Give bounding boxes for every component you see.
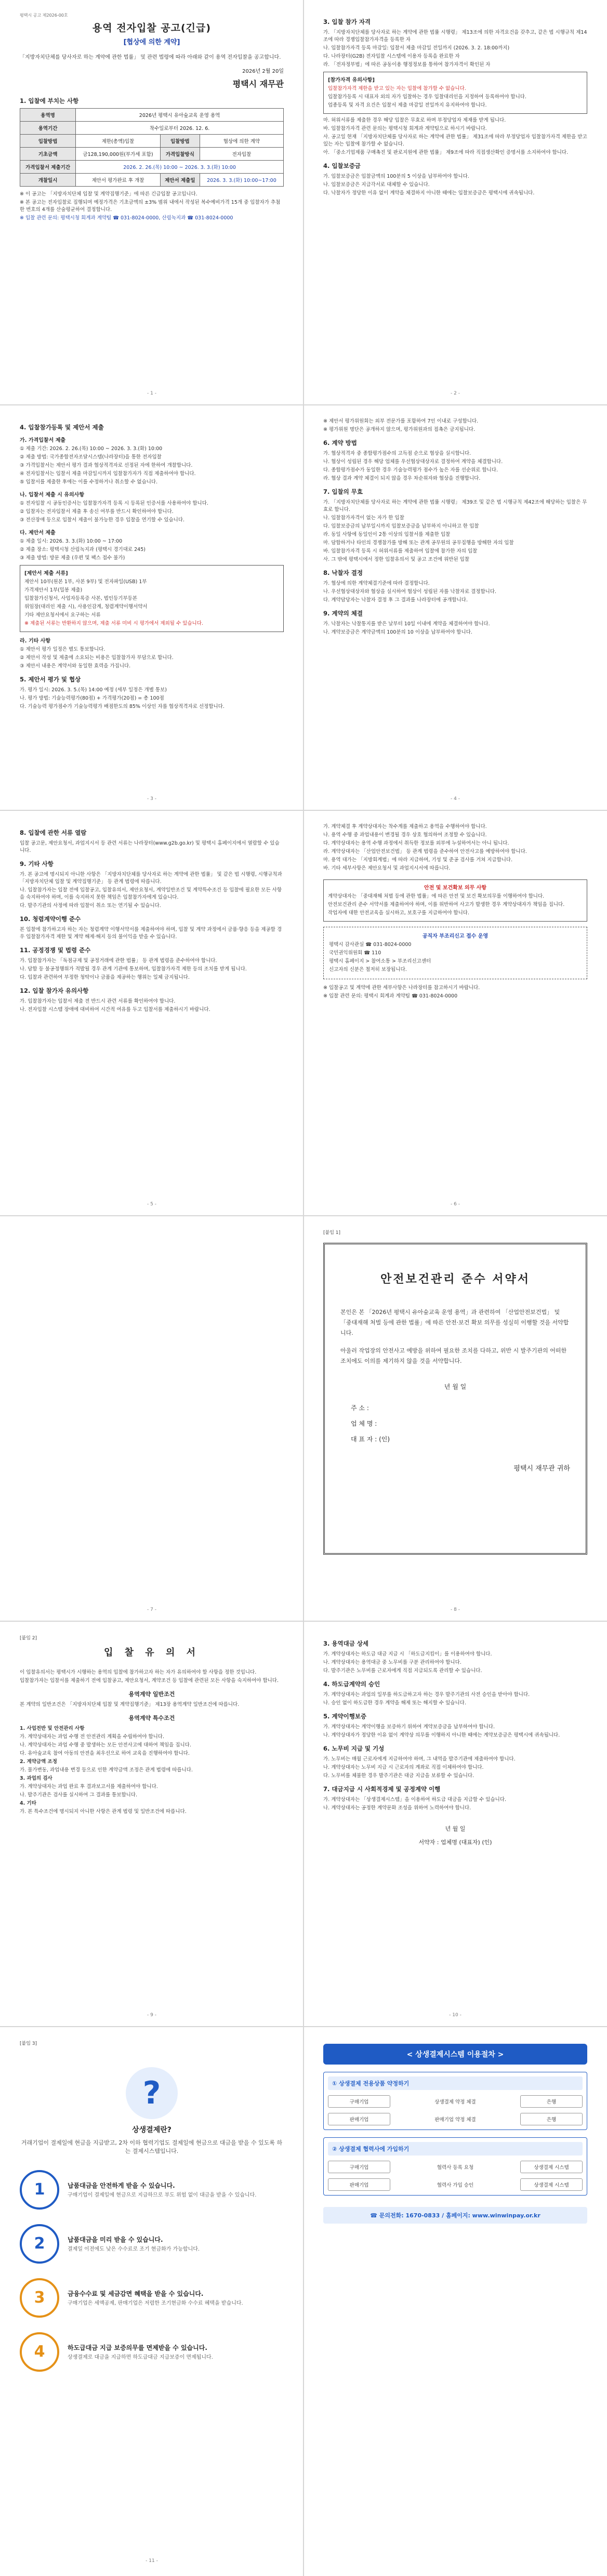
body-line: 나. 계약보증금은 계약금액의 100분의 10 이상을 납부하여야 합니다. bbox=[323, 629, 472, 635]
table-cell: 용역기간 bbox=[20, 122, 76, 135]
body-line: 가. 본 공고에 명시되지 아니한 사항은 「지방자치단체를 당사자로 하는 계약에 관한 법률」 및 같은 법 시행령, 시행규칙과 「지방자치단체 입찰 및 계약집행기준」 등 관계 법령에 따릅니다. bbox=[20, 872, 282, 885]
contract-title: 입 찰 유 의 서 bbox=[103, 1647, 200, 1658]
table-row bbox=[20, 174, 284, 187]
page-divider bbox=[303, 1216, 304, 1622]
table-cell: 개찰일시 bbox=[20, 174, 76, 187]
body-line: 가. 계약상대자는 하도급 대금 지급 시 「하도급지킴이」를 이용하여야 합니다. bbox=[323, 1651, 492, 1657]
sign-line: 업 체 명 : bbox=[351, 1420, 377, 1427]
body-line: 나. 계약상대자는 용역대금 중 노무비를 구분 관리하여야 합니다. bbox=[323, 1660, 461, 1665]
sub-heading: 용역계약 일반조건 bbox=[128, 1691, 175, 1698]
table-cell: 2026. 2. 26.(목) 10:00 ~ 2026. 3. 3.(화) 10:00 bbox=[76, 161, 284, 174]
table-row bbox=[20, 135, 284, 148]
sub-heading: 라. 기타 사항 bbox=[20, 638, 51, 644]
body-line: 가. 계약상대자는 「상생결제시스템」을 이용하여 하도급 대금을 지급할 수 있습니다. bbox=[323, 1797, 507, 1803]
table-cell: 2026. 3. 3.(화) 10:00~17:00 bbox=[200, 174, 283, 187]
sign-line: 대 표 자 : (인) bbox=[351, 1436, 390, 1443]
sub-heading: 가. 가격입찰서 제출 bbox=[20, 438, 66, 443]
document-page-11 bbox=[6, 2032, 297, 2568]
table-cell: 입찰방법 bbox=[160, 135, 200, 148]
table-cell: 용역명 bbox=[20, 109, 76, 122]
page-number: - 10 - bbox=[449, 2013, 461, 2018]
benefit-number-icon: 2 bbox=[20, 2224, 59, 2264]
step-cell: 구매기업 bbox=[328, 2161, 390, 2173]
section-heading: 12. 입찰 참가자 유의사항 bbox=[20, 987, 89, 994]
page-number: - 6 - bbox=[451, 1202, 460, 1207]
bid-info-table bbox=[20, 108, 284, 187]
section-heading: 3. 용역대금 상세 bbox=[323, 1640, 369, 1647]
section-heading: 8. 입찰에 관한 서류 열람 bbox=[20, 829, 87, 836]
step-cell: 구매기업 bbox=[328, 2095, 390, 2108]
body-line: 나. 담합 등 불공정행위가 적발될 경우 관계 기관에 통보하며, 입찰참가자격 제한 등의 조치를 받게 됩니다. bbox=[20, 966, 247, 972]
body-line: 다. 발주기관은 노무비를 근로자에게 직접 지급되도록 관리할 수 있습니다. bbox=[323, 1668, 482, 1674]
body-line: ① 제출 기간: 2026. 2. 26.(목) 10:00 ~ 2026. 3. 3.(화) 10:00 bbox=[20, 446, 163, 452]
box-line: 위임장(대리인 제출 시), 사용인감계, 청렴계약이행서약서 bbox=[24, 604, 148, 610]
note-line: ※ 입찰 관련 문의: 평택시청 회계과 계약팀 ☎ 031-8024-0000, 산림녹지과 ☎ 031-8024-0000 bbox=[20, 215, 233, 221]
table-row bbox=[20, 122, 284, 135]
body-line: 다. 계약상대자는 용역 수행 과정에서 취득한 정보를 외부에 누설하여서는 아니 됩니다. bbox=[323, 840, 509, 846]
table-cell: 금128,190,000원(부가세 포함) bbox=[76, 148, 161, 161]
body-line: 나. 계약상대자는 과업 수행 중 발생하는 모든 안전사고에 대하여 책임을 집니다. bbox=[20, 1742, 191, 1748]
section-heading: 7. 입찰의 무효 bbox=[323, 488, 363, 495]
body-line: 사. 그 밖에 평택시에서 정한 입찰유의서 및 공고 조건에 위반된 입찰 bbox=[323, 557, 469, 562]
body-line: 사. 공고일 현재 「지방자치단체를 당사자로 하는 계약에 관한 법률」 제31조에 따라 부정당업자 입찰참가자격 제한을 받고 있는 자는 입찰에 참가할 수 없습니다. bbox=[323, 134, 587, 147]
body-line: ※ 제안서 평가위원회는 외부 전문가를 포함하여 7인 이내로 구성합니다. bbox=[323, 418, 479, 424]
table-cell: 제안서 제출일 bbox=[160, 174, 200, 187]
page-number: - 9 - bbox=[147, 2013, 156, 2018]
box-line: 신고자의 신분은 철저히 보장됩니다. bbox=[329, 967, 407, 972]
step-row bbox=[328, 2178, 583, 2191]
section-heading: 10. 청렴계약이행 준수 bbox=[20, 915, 81, 923]
table-cell: 협상에 의한 계약 bbox=[200, 135, 283, 148]
body-line: 다. 기술능력 평가점수가 기술능력평가 배점한도의 85% 이상인 자를 협상적격자로 선정합니다. bbox=[20, 704, 225, 709]
document-page-12 bbox=[310, 2032, 601, 2568]
table-cell: 기초금액 bbox=[20, 148, 76, 161]
body-line: 마. 용역 대가는 「지방회계법」에 따라 지급하며, 기성 및 준공 검사를 거쳐 지급합니다. bbox=[323, 857, 513, 863]
page-divider bbox=[303, 811, 304, 1216]
step-cell: 상생결제 약정 체결 bbox=[434, 2099, 476, 2105]
body-line: ② 입찰자는 전자입찰서 제출 후 송신 여부를 반드시 확인하여야 합니다. bbox=[20, 509, 174, 515]
section-heading: 11. 공정경쟁 및 법령 준수 bbox=[20, 947, 91, 954]
benefit-title: 금융수수료 및 세금감면 혜택을 받을 수 있습니다. bbox=[68, 2290, 204, 2297]
body-line: 라. 동일 사항에 동일인이 2통 이상의 입찰서를 제출한 입찰 bbox=[323, 532, 451, 537]
body-line: 입찰참가자는 입찰서를 제출하기 전에 입찰공고, 제안요청서, 계약조건 등 입찰에 관련된 모든 사항을 숙지하여야 합니다. bbox=[20, 1678, 279, 1684]
sub-heading: 다. 제안서 제출 bbox=[20, 530, 56, 536]
page-number: - 8 - bbox=[451, 1607, 460, 1612]
body-line: 본 입찰에 참가하고자 하는 자는 청렴계약 이행서약서를 제출하여야 하며, 입찰 및 계약 과정에서 금품·향응 등을 제공할 경우 입찰참가자격 제한 및 계약 해제·해지 등의 불이익을 받을 수 있습니다. bbox=[20, 927, 282, 940]
table-cell: 착수일로부터 2026. 12. 6. bbox=[76, 122, 284, 135]
body-line: 다. 노무비를 체불한 경우 발주기관은 대금 지급을 보류할 수 있습니다. bbox=[323, 1773, 474, 1779]
box-line: 평택시 감사관실 ☎ 031-8024-0000 bbox=[329, 942, 412, 948]
body-line: 4. 기타 bbox=[20, 1800, 36, 1806]
step-cell: 상생결제 시스템 bbox=[520, 2161, 583, 2173]
benefit-title: 하도급대금 지급 보증의무를 면제받을 수 있습니다. bbox=[68, 2344, 207, 2351]
document-page-7 bbox=[6, 1221, 297, 1616]
page-row-5 bbox=[0, 1622, 607, 2027]
body-line: ① 제안서 평가 일정은 별도 통보합니다. bbox=[20, 647, 105, 652]
step-cell: 판매기업 bbox=[328, 2178, 390, 2191]
table-cell: 전자입찰 bbox=[200, 148, 283, 161]
body-line: 가. 협상적격자 중 종합평가점수의 고득점 순으로 협상을 실시합니다. bbox=[323, 451, 471, 456]
step-cell: 협력사 가입 승인 bbox=[437, 2183, 474, 2188]
body-line: 나. 협상이 성립된 경우 해당 업체를 우선협상대상자로 결정하여 계약을 체결합니다. bbox=[323, 459, 503, 465]
body-line: 1. 사업전반 및 안전관리 사항 bbox=[20, 1726, 85, 1731]
step-title: ① 상생결제 전용상품 약정하기 bbox=[328, 2076, 583, 2090]
section-heading: 5. 계약이행보증 bbox=[323, 1713, 367, 1720]
body-line: 마. 허위서류를 제출한 경우 해당 입찰은 무효로 하며 부정당업자 제재를 받게 됩니다. bbox=[323, 117, 506, 123]
step-row bbox=[328, 2095, 583, 2108]
body-line: 본 계약의 일반조건은 「지방자치단체 입찰 및 계약집행기준」 제13장 용역계약 일반조건에 따릅니다. bbox=[20, 1702, 240, 1707]
table-cell: 제한(총액)입찰 bbox=[76, 135, 161, 148]
table-row bbox=[20, 109, 284, 122]
body-line: 라. 「전자정부법」에 따른 공동이용 행정정보를 통하여 참가자격이 확인된 자 bbox=[323, 62, 491, 68]
body-line: 라. 협상 결과 계약 체결이 되지 않을 경우 차순위자와 협상을 진행합니다. bbox=[323, 476, 481, 481]
sign-line: 주 소 : bbox=[351, 1404, 369, 1412]
page-row-2 bbox=[0, 405, 607, 811]
section-heading: 6. 노무비 지급 및 기성 bbox=[323, 1745, 385, 1752]
sign-name: 서약자 : 업체명 (대표자) (인) bbox=[418, 1839, 492, 1846]
signature-block bbox=[351, 1400, 570, 1447]
section-heading: 1. 입찰에 부치는 사항 bbox=[20, 97, 79, 104]
body-line: 나. 승인 없이 하도급한 경우 계약을 해제 또는 해지할 수 있습니다. bbox=[323, 1700, 466, 1706]
document-page-2 bbox=[310, 5, 601, 400]
document-page-1 bbox=[6, 5, 297, 400]
body-line: 나. 용역 수행 중 과업내용이 변경될 경우 상호 협의하여 조정할 수 있습니다. bbox=[323, 832, 487, 838]
benefit-number-icon: 4 bbox=[20, 2332, 59, 2372]
page-number: - 7 - bbox=[147, 1607, 156, 1612]
section-heading: 4. 입찰참가등록 및 제안서 제출 bbox=[20, 424, 104, 431]
table-cell: 가격입찰서 제출기간 bbox=[20, 161, 76, 174]
document-page-8 bbox=[310, 1221, 601, 1616]
body-line: 가. 낙찰자는 낙찰통지를 받은 날부터 10일 이내에 계약을 체결하여야 합니다. bbox=[323, 621, 490, 627]
document-page-6 bbox=[310, 816, 601, 1211]
box-line: 작업자에 대한 안전교육을 실시하고, 보호구를 지급하여야 합니다. bbox=[328, 910, 469, 916]
body-line: 다. 낙찰자가 정당한 이유 없이 계약을 체결하지 아니한 때에는 입찰보증금은 평택시에 귀속됩니다. bbox=[323, 190, 535, 196]
step-cell: 은행 bbox=[520, 2095, 583, 2108]
box-line: 국민권익위원회 ☎ 110 bbox=[329, 950, 381, 956]
body-line: 라. 계약상대자는 「산업안전보건법」 등 관계 법령을 준수하여 안전사고를 예방하여야 합니다. bbox=[323, 849, 527, 855]
step-cell: 판매기업 약정 체결 bbox=[434, 2117, 476, 2123]
pledge-recipient: 평택시 재무관 귀하 bbox=[513, 1465, 570, 1473]
box-line: 입찰참가등록 시 대표자 외의 자가 입찰하는 경우 입찰대리인을 지정하여 등록하여야 합니다. bbox=[328, 94, 526, 100]
body-line: 다. 입찰과 관련하여 부정한 청탁이나 금품을 제공하는 행위는 일체 금지됩니다. bbox=[20, 975, 190, 980]
body-line: 나. 발주기관은 검사를 실시하여 그 결과를 통보합니다. bbox=[20, 1792, 138, 1798]
document-page-5 bbox=[6, 816, 297, 1211]
body-line: 나. 입찰참가자격 등록 마감일: 입찰서 제출 마감일 전일까지 (2026. 3. 2. 18:00까지) bbox=[323, 45, 510, 51]
section-heading: 4. 입찰보증금 bbox=[323, 162, 361, 169]
body-line: 나. 계약상대자는 공정한 계약문화 조성을 위하여 노력하여야 합니다. bbox=[323, 1805, 471, 1811]
body-line: 아. 「중소기업제품 구매촉진 및 판로지원에 관한 법률」 제9조에 따라 직접생산확인 증명서를 소지하여야 합니다. bbox=[323, 150, 569, 155]
benefit-title: 납품대금을 미리 받을 수 있습니다. bbox=[68, 2236, 163, 2243]
body-line: 가. 물가변동, 과업내용 변경 등으로 인한 계약금액 조정은 관계 법령에 따릅니다. bbox=[20, 1767, 193, 1773]
body-line: 바. 입찰참가자격 등록 시 허위서류를 제출하여 입찰에 참가한 자의 입찰 bbox=[323, 548, 478, 554]
section-heading: 4. 하도급계약의 승인 bbox=[323, 1680, 380, 1688]
benefit-title: 납품대금을 안전하게 받을 수 있습니다. bbox=[68, 2181, 175, 2189]
body-line: 가. 협상에 의한 계약체결기준에 따라 결정합니다. bbox=[323, 581, 430, 586]
note-line: ※ 본 공고는 전자입찰로 집행되며 예정가격은 기초금액의 ±3% 범위 내에서 작성된 복수예비가격 15개 중 입찰자가 추첨한 번호의 4개를 산술평균하여 결정합니다. bbox=[20, 200, 281, 213]
table-cell: 제안서 평가완료 후 개찰 bbox=[76, 174, 161, 187]
page-divider bbox=[303, 2027, 304, 2576]
pledge-date: 년 월 일 bbox=[444, 1383, 467, 1390]
attachment-label: [붙임 3] bbox=[20, 2041, 37, 2046]
sub-heading: 나. 입찰서 제출 시 유의사항 bbox=[20, 492, 84, 498]
table-row bbox=[20, 161, 284, 174]
contact-footer: ☎ 문의전화: 1670-0833 / 홈페이지: www.winwinpay.or.kr bbox=[323, 2207, 587, 2224]
page-divider bbox=[303, 405, 304, 811]
box-line: 평택시 홈페이지 > 참여소통 > 부조리신고센터 bbox=[329, 958, 431, 964]
table-row bbox=[20, 148, 284, 161]
body-line: 가. 계약상대자는 과업 완료 후 결과보고서를 제출하여야 합니다. bbox=[20, 1784, 158, 1790]
body-line: ② 제출 방법: 국가종합전자조달시스템(나라장터)을 통한 전자입찰 bbox=[20, 454, 162, 460]
box-line: 업종등록 및 자격 요건은 입찰서 제출 마감일 전일까지 유지하여야 합니다. bbox=[328, 102, 487, 108]
report-box bbox=[323, 927, 587, 979]
pledge-text: 본인은 본 「2026년 평택시 유아숲교육 운영 용역」과 관련하여 「산업안전보건법」 및 「중대재해 처벌 등에 관한 법률」에 따른 안전·보건 확보 의무를 성실히 이행할 것을 서약합니다. bbox=[340, 1309, 569, 1336]
attachment-label: [붙임 2] bbox=[20, 1636, 37, 1641]
body-line: ① 전자입찰 시 공동인증서는 입찰참가자격 등록 시 등록된 인증서를 사용하여야 합니다. bbox=[20, 501, 208, 506]
box-title: [제안서 제출 서류] bbox=[24, 571, 68, 576]
benefit-item bbox=[20, 2332, 284, 2372]
submission-box bbox=[20, 565, 284, 632]
body-line: 다. 계약담당자는 낙찰자 결정 후 그 결과를 나라장터에 공개합니다. bbox=[323, 597, 468, 603]
page-subtitle: [협상에 의한 계약] bbox=[123, 38, 180, 46]
body-line: 다. 발주기관의 사정에 따라 입찰이 취소 또는 연기될 수 있습니다. bbox=[20, 903, 161, 909]
notice-number: 평택시 공고 제2026-00호 bbox=[20, 13, 68, 18]
table-cell: 2026년 평택시 유아숲교육 운영 용역 bbox=[76, 109, 284, 122]
winwin-intro bbox=[20, 2067, 284, 2156]
body-line: 2. 계약금액 조정 bbox=[20, 1759, 57, 1765]
benefit-text: 구매기업은 세액공제, 판매기업은 저렴한 조기현금화 수수료 혜택을 받습니다. bbox=[68, 2300, 243, 2306]
intro-text: 거래기업이 결제일에 현금을 지급받고, 2차 이하 협력기업도 결제일에 현금으로 대금을 받을 수 있도록 하는 결제시스템입니다. bbox=[21, 2139, 283, 2154]
sub-heading: 용역계약 특수조건 bbox=[128, 1715, 175, 1721]
page-number: - 4 - bbox=[451, 796, 460, 801]
benefit-number-icon: 1 bbox=[20, 2170, 59, 2210]
attachment-label: [붙임 1] bbox=[323, 1230, 340, 1236]
section-heading: 8. 낙찰자 결정 bbox=[323, 569, 363, 576]
page-number: - 5 - bbox=[147, 1202, 156, 1207]
body-line: 가. 계약상대자는 과업의 일부를 하도급하고자 하는 경우 발주기관의 사전 승인을 받아야 합니다. bbox=[323, 1692, 530, 1698]
body-line: 나. 우선협상대상자와 협상을 실시하여 협상이 성립된 자를 낙찰자로 결정합니다. bbox=[323, 589, 497, 595]
procedure-step bbox=[323, 2137, 587, 2196]
step-title: ② 상생결제 협력사에 가입하기 bbox=[328, 2142, 583, 2156]
body-line: 가. 노무비는 매월 근로자에게 지급하여야 하며, 그 내역을 발주기관에 제출하여야 합니다. bbox=[323, 1756, 516, 1762]
body-line: 바. 입찰참가자격 관련 문의는 평택시청 회계과 계약팀으로 하시기 바랍니다. bbox=[323, 126, 487, 132]
section-heading: 6. 계약 방법 bbox=[323, 439, 357, 446]
table-cell: 입찰방법 bbox=[20, 135, 76, 148]
box-title: 공직자 부조리신고 접수 운영 bbox=[422, 934, 489, 939]
box-title: 안전 및 보건확보 의무 사항 bbox=[424, 885, 487, 891]
body-line: 가. 계약체결 후 계약상대자는 착수계를 제출하고 용역을 수행하여야 합니다. bbox=[323, 824, 487, 830]
note-line: ※ 이 공고는 「지방자치단체 입찰 및 계약집행기준」에 따른 긴급입찰 공고입니다. bbox=[20, 191, 197, 197]
box-line: 가격제안서 1부(밀봉 제출) bbox=[24, 587, 83, 593]
body-line: 가. 계약상대자는 과업 수행 전 안전관리 계획을 수립하여야 합니다. bbox=[20, 1734, 164, 1740]
step-cell: 상생결제 시스템 bbox=[520, 2178, 583, 2191]
body-line: ※ 입찰 관련 문의: 평택시 회계과 계약팀 ☎ 031-8024-0000 bbox=[323, 993, 458, 999]
body-line: 나. 입찰참가자는 입찰 전에 입찰공고, 입찰유의서, 제안요청서, 계약일반조건 및 계약특수조건 등 입찰에 필요한 모든 사항을 숙지하여야 하며, 이를 숙지하지 못한 책임은 입찰참가자에게 있습니다. bbox=[20, 887, 282, 900]
step-cell: 판매기업 bbox=[328, 2113, 390, 2125]
pledge-title: 안전보건관리 준수 서약서 bbox=[380, 1273, 531, 1286]
document-page-4 bbox=[310, 411, 601, 806]
body-line: 나. 계약상대자가 정당한 이유 없이 계약상 의무를 이행하지 아니한 때에는 계약보증금은 평택시에 귀속됩니다. bbox=[323, 1732, 560, 1738]
body-line: ③ 제안서 내용은 계약서와 동일한 효력을 가집니다. bbox=[20, 663, 131, 669]
box-line: 입찰참가신청서, 사업자등록증 사본, 법인등기부등본 bbox=[24, 596, 137, 601]
document-page-9 bbox=[6, 1627, 297, 2022]
page-title: 용역 전자입찰 공고(긴급) bbox=[92, 22, 212, 34]
body-line: ② 제안서 작성 및 제출에 소요되는 비용은 입찰참가자 부담으로 합니다. bbox=[20, 655, 174, 661]
body-line: ※ 평가위원 명단은 공개하지 않으며, 평가위원과의 접촉은 금지됩니다. bbox=[323, 427, 476, 432]
page-row-6 bbox=[0, 2027, 607, 2576]
benefit-text: 구매기업이 결제일에 현금으로 지급하므로 부도 위험 없이 대금을 받을 수 있습니다. bbox=[68, 2192, 257, 2198]
step-row bbox=[328, 2113, 583, 2125]
procedure-step bbox=[323, 2072, 587, 2130]
body-line: 가. 본 특수조건에 명시되지 아니한 사항은 관계 법령 및 일반조건에 따릅니다. bbox=[20, 1809, 187, 1815]
body-line: 가. 계약상대자는 계약이행을 보증하기 위하여 계약보증금을 납부하여야 합니다. bbox=[323, 1724, 495, 1730]
procedure-header: < 상생결제시스템 이용절차 > bbox=[323, 2044, 587, 2065]
issuing-org: 평택시 재무관 bbox=[232, 79, 284, 89]
body-line: ③ 전산장애 등으로 입찰서 제출이 불가능한 경우 입찰을 연기할 수 있습니다. bbox=[20, 517, 185, 523]
page-divider bbox=[303, 0, 304, 405]
question-icon: ? bbox=[126, 2067, 178, 2119]
body-line: 바. 기타 세부사항은 제안요청서 및 과업지시서에 따릅니다. bbox=[323, 865, 451, 871]
pledge-text: 아울러 작업장의 안전사고 예방을 위하여 필요한 조치를 다하고, 위반 시 발주기관의 어떠한 조치에도 이의를 제기하지 않을 것을 서약합니다. bbox=[340, 1347, 567, 1364]
page-divider bbox=[303, 1622, 304, 2027]
page-number: - 11 - bbox=[146, 2558, 158, 2564]
box-line: 제안서 10부(원본 1부, 사본 9부) 및 전자파일(USB) 1부 bbox=[24, 579, 147, 585]
page-number: - 1 - bbox=[147, 391, 156, 396]
page-row-1 bbox=[0, 0, 607, 405]
intro-text: 「지방자치단체를 당사자로 하는 계약에 관한 법률」 및 관련 법령에 따라 아래와 같이 용역 전자입찰을 공고합니다. bbox=[20, 55, 281, 60]
benefit-number-icon: 3 bbox=[20, 2278, 59, 2318]
body-line: 나. 평가 방법: 기술능력평가(80점) + 가격평가(20점) = 총 100점 bbox=[20, 695, 164, 701]
body-line: 3. 과업의 검사 bbox=[20, 1776, 52, 1781]
page-row-4 bbox=[0, 1216, 607, 1622]
body-line: ④ 전자입찰서는 입찰서 제출 마감일시까지 입찰참가자가 직접 제출하여야 합니다. bbox=[20, 471, 196, 477]
body-line: ③ 가격입찰서는 제안서 평가 결과 협상적격자로 선정된 자에 한하여 개찰합니다. bbox=[20, 463, 193, 468]
benefit-text: 상생결제로 대금을 지급하면 하도급대금 지급보증이 면제됩니다. bbox=[68, 2354, 213, 2360]
section-heading: 9. 기타 사항 bbox=[20, 860, 54, 868]
benefit-item bbox=[20, 2278, 284, 2318]
body-line: 가. 입찰참가자는 「독점규제 및 공정거래에 관한 법률」 등 관계 법령을 준수하여야 합니다. bbox=[20, 958, 217, 964]
section-heading: 7. 대금지급 시 사회적경제 및 공정계약 이행 bbox=[323, 1785, 441, 1793]
body-line: 다. 유아숲교육 참여 아동의 안전을 최우선으로 하여 교육을 진행하여야 합니다. bbox=[20, 1751, 190, 1756]
sign-date: 년 월 일 bbox=[445, 1825, 466, 1832]
body-line: 입찰 공고문, 제안요청서, 과업지시서 등 관련 서류는 나라장터(www.g2b.go.kr) 및 평택시 홈페이지에서 열람할 수 있습니다. bbox=[20, 840, 280, 853]
step-row bbox=[328, 2161, 583, 2173]
body-line: ③ 제출 방법: 방문 제출 (우편 및 팩스 접수 불가) bbox=[20, 555, 125, 561]
section-heading: 9. 계약의 체결 bbox=[323, 610, 363, 617]
body-line: 나. 전자입찰 시스템 장애에 대비하여 시간적 여유를 두고 입찰서를 제출하시기 바랍니다. bbox=[20, 1007, 210, 1013]
box-line: 기타 제안요청서에서 요구하는 서류 bbox=[24, 612, 101, 618]
page-number: - 2 - bbox=[451, 391, 460, 396]
benefit-item bbox=[20, 2224, 284, 2264]
box-line: 계약상대자는 「중대재해 처벌 등에 관한 법률」에 따른 안전 및 보건 확보의무를 이행하여야 합니다. bbox=[328, 893, 545, 899]
safety-box bbox=[323, 879, 587, 922]
document-page-10 bbox=[310, 1627, 601, 2022]
body-line: ② 제출 장소: 평택시청 산림녹지과 (평택시 경기대로 245) bbox=[20, 547, 146, 553]
benefit-text: 결제일 이전에도 낮은 수수료로 조기 현금화가 가능합니다. bbox=[68, 2246, 200, 2252]
body-line: 다. 종합평가점수가 동일한 경우 기술능력평가 점수가 높은 자를 선순위로 합니다. bbox=[323, 467, 498, 473]
body-line: 가. 입찰보증금은 입찰금액의 100분의 5 이상을 납부하여야 합니다. bbox=[323, 174, 469, 179]
intro-title: 상생결제란? bbox=[132, 2126, 171, 2134]
box-warning: ※ 제출된 서류는 반환하지 않으며, 제출 서류 미비 시 평가에서 제외될 수 있습니다. bbox=[24, 621, 203, 626]
body-line: ① 제출 일시: 2026. 3. 3.(화) 10:00 ~ 17:00 bbox=[20, 538, 123, 544]
document-page-3 bbox=[6, 411, 297, 806]
body-line: 마. 담합하거나 타인의 경쟁참가를 방해 또는 관계 공무원의 공무집행을 방해한 자의 입찰 bbox=[323, 540, 514, 546]
page-number: - 3 - bbox=[147, 796, 156, 801]
box-line: 안전보건관리 준수 서약서를 제출하여야 하며, 이를 위반하여 사고가 발생한 경우 계약상대자가 책임을 집니다. bbox=[328, 902, 565, 908]
body-line: 다. 나라장터(G2B) 전자입찰 시스템에 이용자 등록을 완료한 자 bbox=[323, 54, 460, 59]
body-line: 다. 입찰보증금의 납부일시까지 입찰보증금을 납부하지 아니하고 한 입찰 bbox=[323, 523, 479, 529]
body-line: 가. 「지방자치단체를 당사자로 하는 계약에 관한 법률 시행령」 제13조에 의한 자격요건을 갖추고, 같은 법 시행규칙 제14조에 따라 경쟁입찰참가자격을 등록한 자 bbox=[323, 30, 587, 43]
step-cell: 협력사 등록 요청 bbox=[437, 2165, 474, 2171]
benefit-item bbox=[20, 2170, 284, 2210]
box-line: 입찰참가자격 제한을 받고 있는 자는 입찰에 참가할 수 없습니다. bbox=[328, 86, 466, 91]
body-line: 나. 계약상대자는 노무비 지급 시 근로자의 계좌로 직접 이체하여야 합니다. bbox=[323, 1765, 484, 1770]
body-line: ※ 입찰공고 및 계약에 관한 세부사항은 나라장터를 참고하시기 바랍니다. bbox=[323, 985, 480, 991]
body-line: 가. 입찰참가자는 입찰서 제출 전 반드시 관련 서류를 확인하여야 합니다. bbox=[20, 998, 176, 1004]
box-title: [참가자격 유의사항] bbox=[328, 77, 375, 83]
body-line: 나. 입찰보증금은 지급각서로 대체할 수 있습니다. bbox=[323, 182, 430, 188]
pledge-frame bbox=[323, 1243, 587, 1555]
page-row-3 bbox=[0, 811, 607, 1216]
step-cell: 은행 bbox=[520, 2113, 583, 2125]
section-heading: 5. 제안서 평가 및 협상 bbox=[20, 676, 81, 683]
notice-date: 2026년 2월 20일 bbox=[242, 69, 284, 74]
body-line: 가. 평가 일시: 2026. 3. 5.(목) 14:00 예정 (세부 일정은 개별 통보) bbox=[20, 687, 167, 693]
body-line: ⑤ 입찰서를 제출한 후에는 이를 수정하거나 취소할 수 없습니다. bbox=[20, 479, 158, 485]
table-cell: 가격입찰방식 bbox=[160, 148, 200, 161]
notice-box bbox=[323, 72, 587, 114]
section-heading: 3. 입찰 참가 자격 bbox=[323, 18, 371, 25]
body-line: 나. 입찰참가자격이 없는 자가 한 입찰 bbox=[323, 515, 404, 521]
body-line: 이 입찰유의서는 평택시가 시행하는 용역의 입찰에 참가하고자 하는 자가 유의하여야 할 사항을 정한 것입니다. bbox=[20, 1670, 257, 1675]
body-line: 가. 「지방자치단체를 당사자로 하는 계약에 관한 법률 시행령」 제39조 및 같은 법 시행규칙 제42조에 해당하는 입찰은 무효로 합니다. bbox=[323, 500, 587, 512]
